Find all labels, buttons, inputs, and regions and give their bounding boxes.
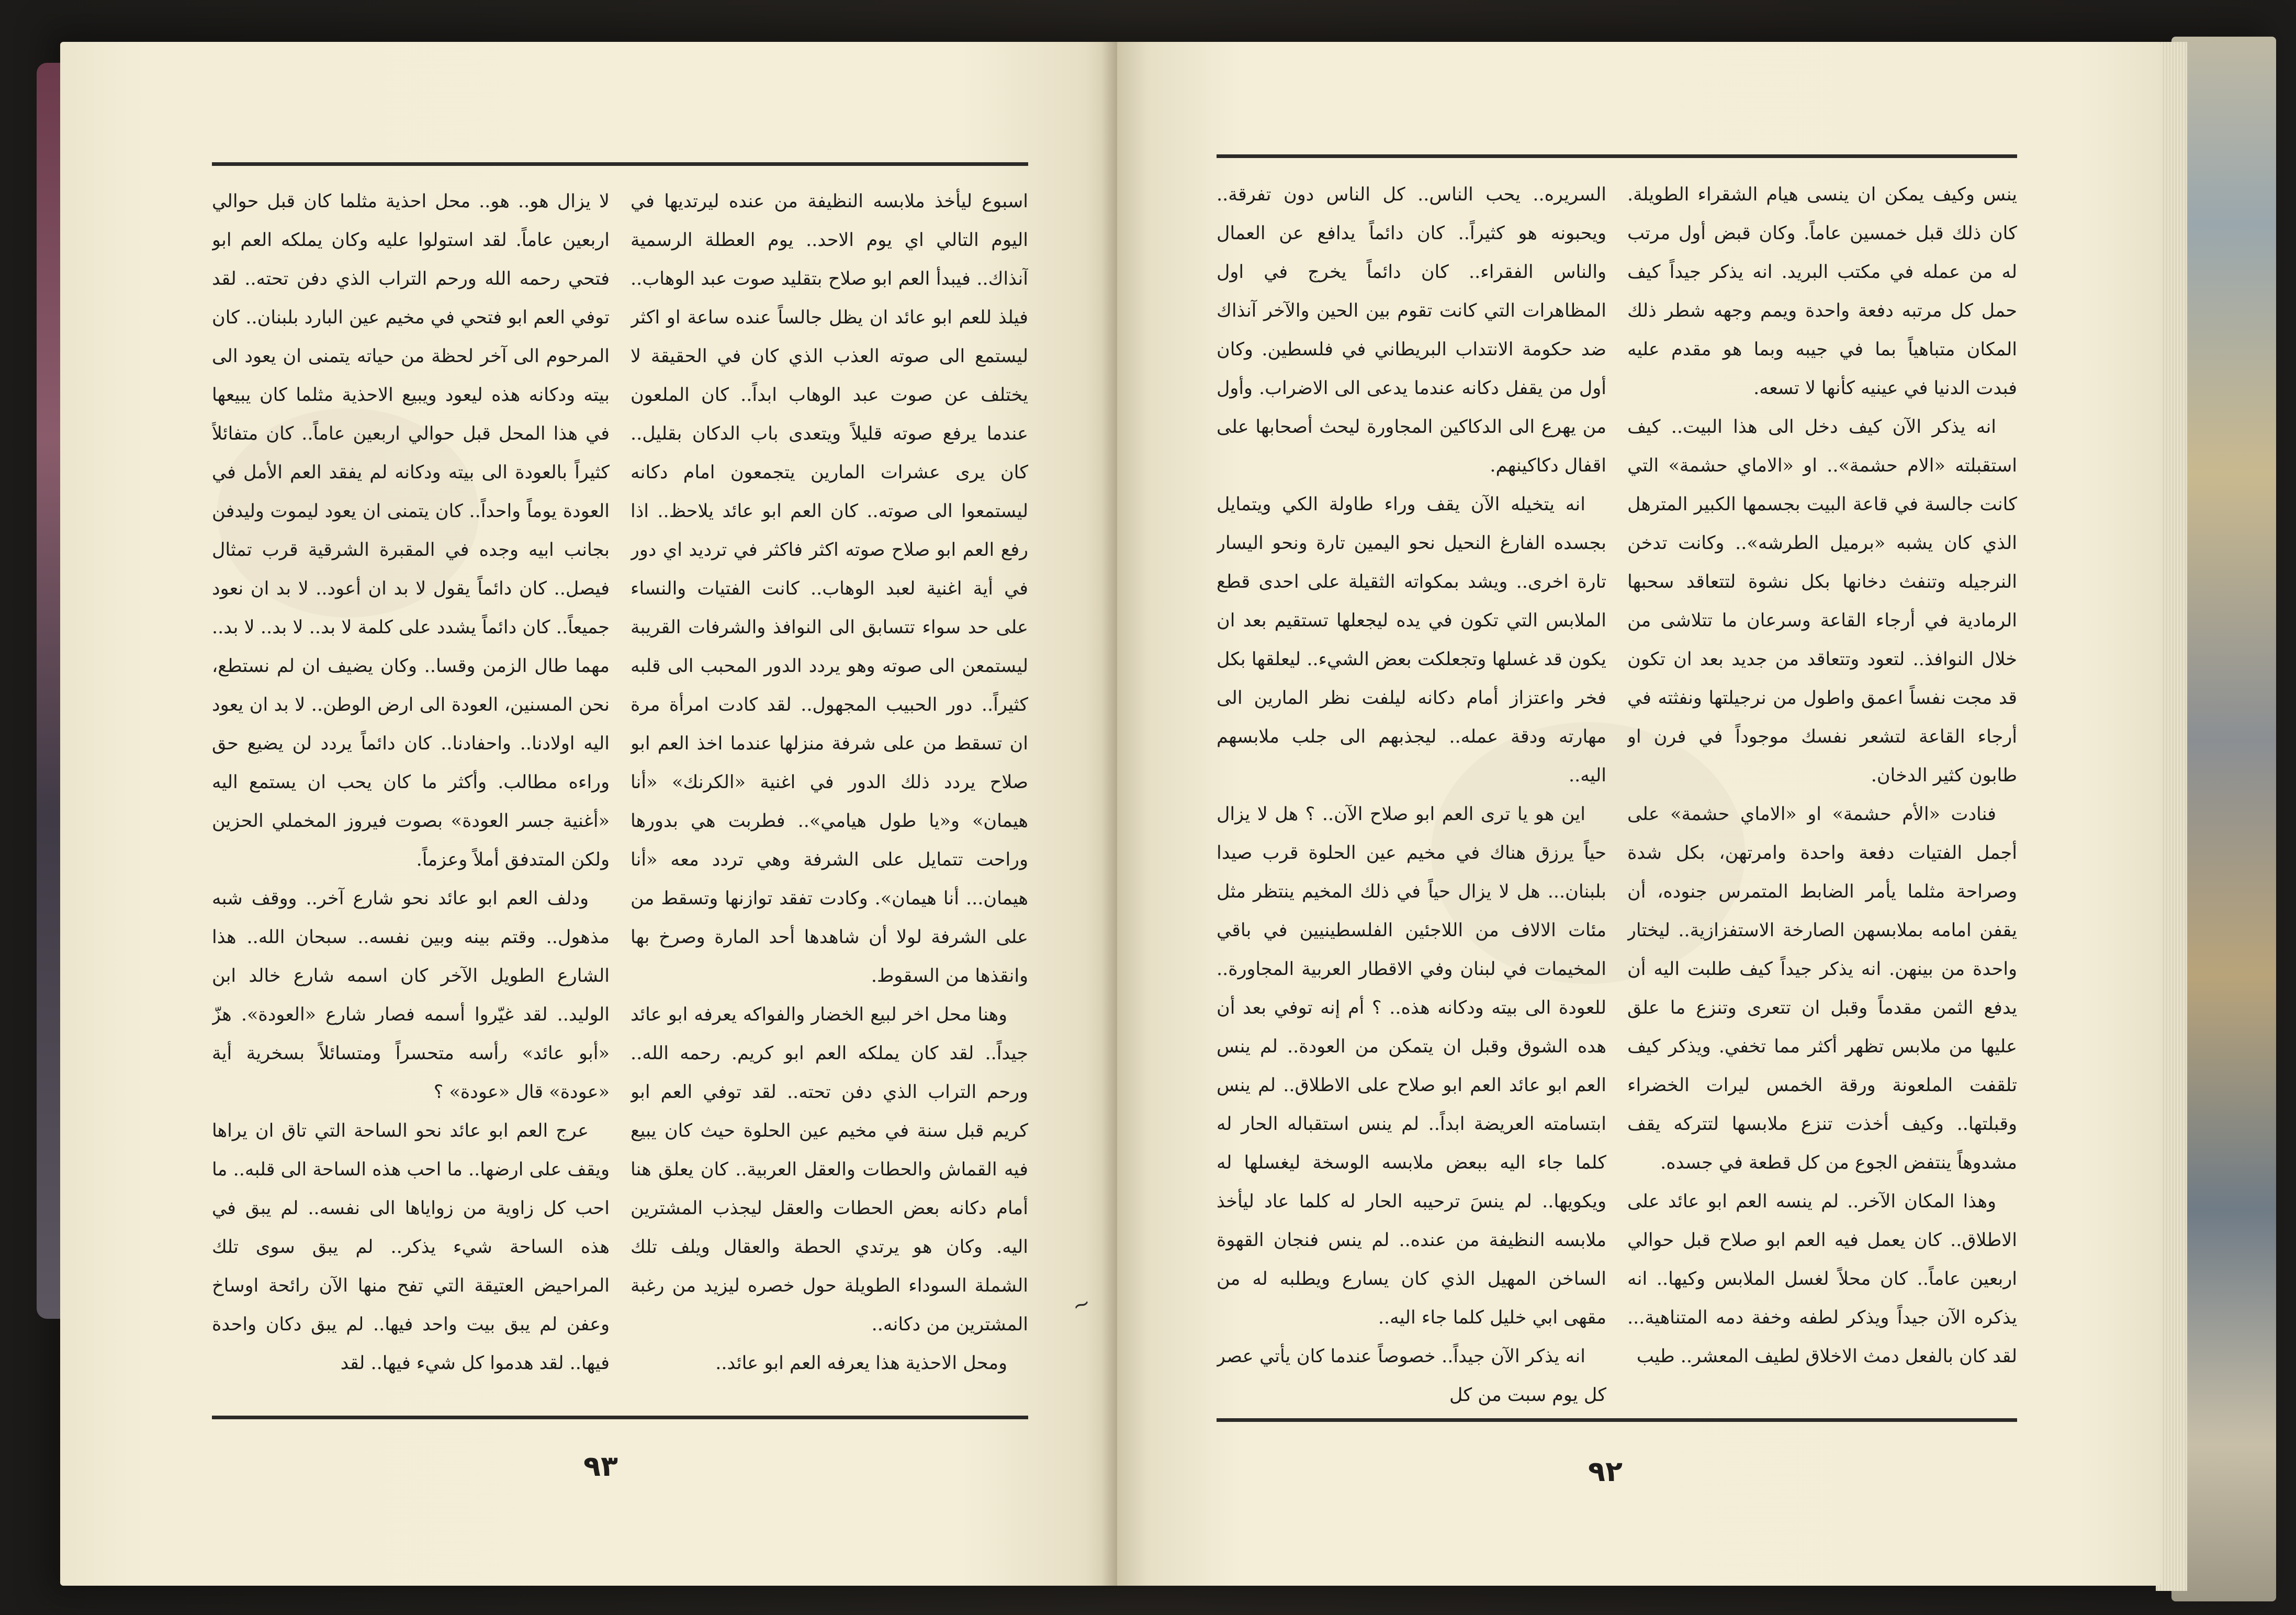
header-rule	[1217, 154, 2017, 158]
paragraph: السريره.. يحب الناس.. كل الناس دون تفرقة.. ويحبونه هو كثيراً.. كان دائماً يدافع عن العمال والناس الفقراء.. كان دائماً يخرج في اول المظاهرات التي كانت تقوم بين الحين والآخر آنذاك ضد حكومة الانتداب البريطاني في فلسطين. وكان أول من يقفل دكانه عندما يدعى الى الاضراب. وأول من يهرع الى الدكاكين المجاورة ليحث أصحابها على اقفال دكاكينهم.	[1217, 184, 1606, 476]
paragraph: اين هو يا ترى العم ابو صلاح الآن.. ؟ هل لا يزال حياً يرزق هناك في مخيم عين الحلوة قرب صيدا بلبنان... هل لا يزال حياً في ذلك المخيم ينتظر مثل مئات الالاف من اللاجئين الفلسطينيين في باقي المخيمات في لبنان وفي الاقطار العربية المجاورة.. للعودة الى بيته ودكانه هذه.. ؟ أم إنه توفي بعد أن هده الشوق وقبل ان يتمكن من العودة.. لم ينس العم ابو عائد العم ابو صلاح على الاطلاق.. لم ينس ابتسامته العريضة ابداً.. لم ينس استقباله الحار له كلما جاء اليه ببعض ملابسه الوسخة ليغسلها له ويكويها.. لم ينسَ ترحيبه الحار له كلما عاد ليأخذ ملابسه النظيفة من عنده.. لم ينس فنجان القهوة الساخن المهيل الذي كان يسارع ويطلبه له من مقهى ابي خليل كلما جاء اليه..	[1217, 804, 1606, 1328]
book-cover-edge	[2171, 37, 2276, 1601]
right-page-right-column	[1627, 175, 2017, 1421]
paragraph: انه يذكر الآن كيف دخل الى هذا البيت.. كيف استقبلته «الام حشمة».. او «الاماي حشمة» التي كانت جالسة في قاعة البيت بجسمها الكبير المترهل الذي كان يشبه «برميل الطرشه».. وكانت تدخن النرجيله وتنفث دخانها بكل نشوة لتتعاقد سحبها الرمادية في أرجاء القاعة وسرعان ما تتلاشى من خلال النوافذ.. لتعود وتتعاقد من جديد بعد ان تكون قد مجت نفساً اعمق واطول من نرجيلتها ونفثته في أرجاء القاعة لتشعر نفسك موجوداً في فرن او طابون كثير الدخان.	[1627, 417, 2017, 786]
paragraph: انه يذكر الآن جيداً.. خصوصاً عندما كان يأتي عصر كل يوم سبت من كل	[1217, 1346, 1606, 1406]
paragraph: ومحل الاحذية هذا يعرفه العم ابو عائد..	[715, 1353, 1007, 1374]
paragraph: انه يتخيله الآن يقف وراء طاولة الكي ويتمايل بجسده الفارغ النحيل نحو اليمين تارة ونحو اليسار تارة اخرى.. ويشد بمكواته الثقيلة على احدى قطع الملابس التي تكون في يده ليجعلها تستقيم بعد ان يكون قد غسلها وتجعلكت بعض الشيء.. ليعلقها بكل فخر واعتزاز أمام دكانه ليلفت نظر المارين الى مهارته ودقة عمله.. ليجذبهم الى جلب ملابسهم اليه..	[1217, 494, 1606, 786]
paragraph: وهنا محل اخر لبيع الخضار والفواكه يعرفه ابو عائد جيداً.. لقد كان يملكه العم ابو كريم. رحمه الله.. ورحم التراب الذي دفن تحته.. لقد توفي العم ابو كريم قبل سنة في مخيم عين الحلوة حيث كان يبيع فيه القماش والحطات والعقل العربية.. كان يعلق هنا أمام دكانه بعض الحطات والعقل ليجذب المشترين اليه. وكان هو يرتدي الحطة والعقال ويلف تلك الشملة السوداء الطويلة حول خصره ليزيد من رغبة المشترين من دكانه..	[631, 1004, 1028, 1335]
header-rule	[212, 162, 1028, 166]
paragraph: ينس وكيف يمكن ان ينسى هيام الشقراء الطويلة. كان ذلك قبل خمسين عاماً. وكان قبض أول مرتب له من عمله في مكتب البريد. انه يذكر جيداً كيف حمل كل مرتبه دفعة واحدة ويمم وجهه شطر ذلك المكان متباهياً بما في جيبه وبما هو مقدم عليه فبدت الدنيا في عينيه كأنها لا تسعه.	[1627, 184, 2017, 399]
page-number: ٩٢	[1588, 1455, 1623, 1488]
paragraph: وهذا المكان الآخر.. لم ينسه العم ابو عائد على الاطلاق.. كان يعمل فيه العم ابو صلاح قبل حوالي اربعين عاماً.. كان محلاً لغسل الملابس وكيها.. انه يذكره الآن جيداً ويذكر لطفه وخفة دمه المتناهية... لقد كان بالفعل دمث الاخلاق لطيف المعشر.. طيب	[1627, 1191, 2017, 1367]
right-page	[1117, 42, 2161, 1586]
pen-mark: ~	[1069, 1290, 1094, 1319]
page-number: ٩٣	[583, 1450, 618, 1483]
paragraph: عرج العم ابو عائد نحو الساحة التي تاق ان يراها ويقف على ارضها.. ما احب هذه الساحة الى قلبه.. ما احب كل زاوية من زواياها الى نفسه.. لم يبق في هذه الساحة شيء يذكر.. لم يبق سوى تلك المراحيض العتيقة التي تفح منها الآن رائحة اوساخ وعفن لم يبق بيت واحد فيها.. لم يبق دكان واحدة فيها.. لقد هدموا كل شيء فيها.. لقد	[212, 1120, 610, 1374]
footer-rule	[1217, 1418, 2017, 1422]
left-page-right-column	[631, 182, 1028, 1428]
paragraph: فنادت «الأم حشمة» او «الاماي حشمة» على أجمل الفتيات دفعة واحدة وامرتهن، بكل شدة وصراحة مثلما يأمر الضابط المتمرس جنوده، أن يقفن امامه بملابسهن الصارخة الاستفزازية.. ليختار واحدة من بينهن. انه يذكر جيداً كيف طلبت اليه أن يدفع الثمن مقدماً وقبل ان تتعرى وتنزع ما علق عليها من ملابس تظهر أكثر مما تخفي. ويذكر كيف تلقفت الملعونة ورقة الخمس ليرات الخضراء وقبلتها.. وكيف أخذت تنزع ملابسها لتتركه يقف مشدوهاً ينتفض الجوع من كل قطعة في جسده.	[1627, 804, 2017, 1173]
left-page-left-column	[212, 182, 610, 1428]
footer-rule	[212, 1416, 1028, 1419]
paragraph: لا يزال هو.. هو.. محل احذية مثلما كان قبل حوالي اربعين عاماً. لقد استولوا عليه وكان يملكه العم ابو فتحي رحمه الله ورحم التراب الذي دفن تحته.. لقد توفي العم ابو فتحي في مخيم عين البارد بلبنان.. كان المرحوم الى آخر لحظة من حياته يتمنى ان يعود الى بيته ودكانه هذه ليعود ويبيع الاحذية مثلما كان يبيعها في هذا المحل قبل حوالي اربعين عاماً.. كان متفائلاً كثيراً بالعودة الى بيته ودكانه لم يفقد العم الأمل في العودة يوماً واحداً.. كان يتمنى ان يعود ليموت وليدفن بجانب ابيه وجده في المقبرة الشرقية قرب تمثال فيصل.. كان دائماً يقول لا بد ان أعود.. لا بد ان نعود جميعاً.. كان دائماً يشدد على كلمة لا بد.. لا بد.. لا بد.. مهما طال الزمن وقسا.. وكان يضيف ان لم نستطع، نحن المسنين، العودة الى ارض الوطن.. لا بد ان يعود اليه اولادنا.. واحفادنا.. كان دائماً يردد لن يضيع حق وراءه مطالب. وأكثر ما كان يحب ان يستمع اليه «أغنية جسر العودة» بصوت فيروز المخملي الحزين ولكن المتدفق أملاً وعزماً.	[212, 191, 610, 870]
left-page	[60, 42, 1117, 1586]
paragraph: اسبوع ليأخذ ملابسه النظيفة من عنده ليرتديها في اليوم التالي اي يوم الاحد.. يوم العطلة الرسمية آنذاك.. فيبدأ العم ابو صلاح بتقليد صوت عبد الوهاب.. فيلذ للعم ابو عائد ان يظل جالساً عنده ساعة او اكثر ليستمع الى صوته العذب الذي كان في الحقيقة لا يختلف عن صوت عبد الوهاب ابداً.. كان الملعون عندما يرفع صوته قليلاً ويتعدى باب الدكان بقليل.. كان يرى عشرات المارين يتجمعون امام دكانه ليستمعوا الى صوته.. كان العم ابو عائد يلاحظ.. اذا رفع العم ابو صلاح صوته اكثر فاكثر في ترديد اي دور في أية اغنية لعبد الوهاب.. كانت الفتيات والنساء على حد سواء تتسابق الى النوافذ والشرفات القريبة ليستمعن الى صوته وهو يردد الدور المحبب الى قلبه كثيراً.. دور الحبيب المجهول.. لقد كادت امرأة مرة ان تسقط من على شرفة منزلها عندما اخذ العم ابو صلاح يردد ذلك الدور في اغنية «الكرنك» «أنا هيمان» و«يا طول هيامي».. فطربت هي بدورها وراحت تتمايل على الشرفة وهي تردد معه «أنا هيمان... أنا هيمان». وكادت تفقد توازنها وتسقط من على الشرفة لولا أن شاهدها أحد المارة وصرخ بها وانقذها من السقوط.	[631, 191, 1028, 986]
paragraph: ودلف العم ابو عائد نحو شارع آخر.. ووقف شبه مذهول.. وقتم بينه وبين نفسه.. سبحان الله.. هذا الشارع الطويل الآخر كان اسمه شارع خالد ابن الوليد.. لقد غيّروا أسمه فصار شارع «العودة». هزّ «أبو عائد» رأسه متحسراً ومتسائلاً بسخرية أية «عودة» قال «عودة» ؟	[212, 888, 610, 1103]
right-page-left-column	[1217, 175, 1606, 1421]
